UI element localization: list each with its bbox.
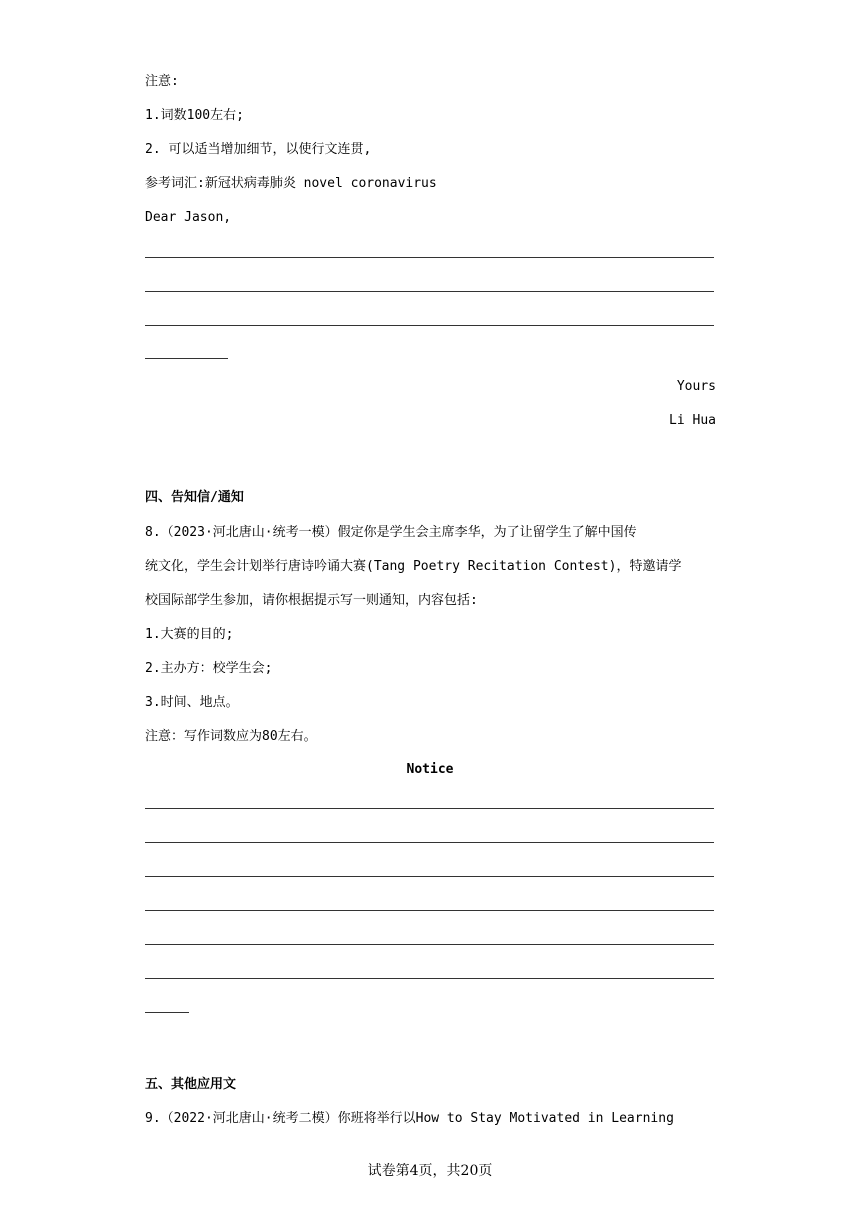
answer-line[interactable]: [145, 291, 714, 292]
answer-line-short[interactable]: [145, 358, 228, 359]
note-item-2: 2. 可以适当增加细节，以使行文连贯,: [145, 142, 372, 157]
answer-line[interactable]: [145, 257, 714, 258]
letter-signature: Li Hua: [669, 413, 716, 428]
letter-closing: Yours: [676, 379, 716, 394]
note-label: 注意:: [145, 74, 179, 89]
notice-title: Notice: [406, 762, 454, 777]
answer-line[interactable]: [145, 944, 714, 945]
answer-line[interactable]: [145, 842, 714, 843]
answer-line[interactable]: [145, 325, 714, 326]
section-heading-4: 四、告知信/通知: [145, 490, 244, 505]
question-8-line-2: 统文化，学生会计划举行唐诗吟诵大赛(Tang Poetry Recitation Contest)，特邀请学: [145, 559, 682, 574]
letter-greeting: Dear Jason,: [145, 210, 232, 225]
requirement-3: 3.时间、地点。: [145, 695, 239, 710]
question-8-line-3: 校国际部学生参加，请你根据提示写一则通知，内容包括:: [145, 593, 478, 608]
answer-line[interactable]: [145, 808, 714, 809]
requirement-2: 2.主办方：校学生会;: [145, 661, 273, 676]
vocab-hint: 参考词汇:新冠状病毒肺炎 novel coronavirus: [145, 176, 437, 191]
answer-line[interactable]: [145, 910, 714, 911]
page-footer: 试卷第4页，共20页: [367, 1163, 493, 1179]
word-count-note: 注意：写作词数应为80左右。: [145, 729, 317, 744]
question-8-line-1: 8.（2023·河北唐山·统考一模）假定你是学生会主席李华，为了让留学生了解中国传: [145, 525, 637, 540]
answer-line[interactable]: [145, 978, 714, 979]
note-item-1: 1.词数100左右;: [145, 108, 244, 123]
answer-line[interactable]: [145, 876, 714, 877]
question-9-line-1: 9.（2022·河北唐山·统考二模）你班将举行以How to Stay Motivated in Learning: [145, 1111, 674, 1126]
answer-line-short[interactable]: [145, 1012, 189, 1013]
section-heading-5: 五、其他应用文: [145, 1077, 237, 1092]
requirement-1: 1.大赛的目的;: [145, 627, 234, 642]
